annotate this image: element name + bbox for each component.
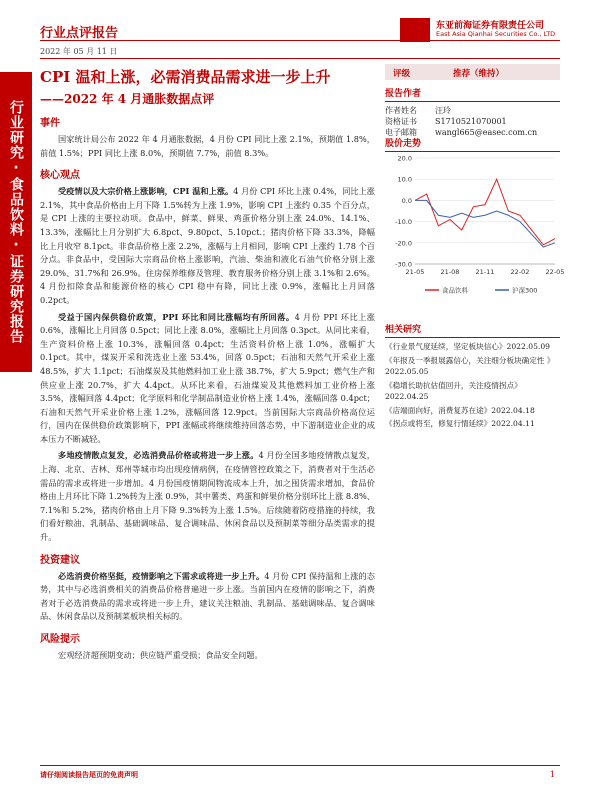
analyst-block [385,86,560,138]
y-tick-label: -10.0 [395,218,412,227]
event-text: 国家统计局公布 2022 年 4 月通胀数据，4 月份 CPI 同比上涨 2.1%，预期值 1.8%，前值 1.5%；PPI 同比上涨 8.0%，预期值 7.7%，前值 8.3%。 [40,134,375,158]
related-item[interactable]: 《行业景气度延续，坚定板块信心》2022.05.09 [385,342,550,351]
analyst-cert-row [385,116,560,127]
related-item[interactable]: 《拐点或将至，修复行情延续》2022.04.11 [385,419,535,428]
chart-heading-block [385,136,560,152]
rating-label: 评级 [393,69,411,79]
core-p1-body: 4 月份 CPI 环比上涨 0.4%，同比上涨 2.1%，其中食品价格由上月下降 1.5%转为上涨 1.9%，影响 CPI 上涨约 0.35 个百分点，是 CPI 上涨的主要拉动项。食品中，鲜菜、鲜果、鸡蛋价格分别上涨 24.0%、14.1%、13.3%，涨幅比上月分别扩大 6.8pct、9.80pct、5.10pct.；猪肉价格下降 33.3%，降幅比上月收窄 8.1pct。非食品价格上涨 2.2%，涨幅与上月相同，影响 CPI 上涨约 1.78 个百分点。非食品中，受国际大宗商品价格上涨影响，汽油、柴油和液化石油气价格分别上涨 29.0%、31.7%和 26.9%。住房保养维修及管理、教育服务价格分别上涨 3.1%和 2.6%。4 月份扣除食品和能源价格的核心 CPI 稳中有降，同比上涨 0.9%，涨幅比上月回落 0.2pct。 [40,186,375,305]
series-line-index [415,200,555,247]
y-tick-label: -30.0 [395,260,412,269]
x-tick-label: 21-11 [475,268,495,276]
core-p1-lead: 受疫情以及大宗价格上涨影响，CPI 温和上涨。 [58,186,234,197]
company-name-cn: 东亚前海证券有限责任公司 [436,21,545,31]
x-tick-label: 22-02 [510,268,530,276]
info-key: 资格证书 [385,117,417,126]
footer-disclaimer: 请仔细阅读报告尾页的免责声明 [40,770,138,779]
info-key: 作者姓名 [385,106,417,115]
core-p2-lead: 受益于国内保供稳价政策，PPI 环比和同比涨幅均有所回落。 [58,311,295,322]
report-type: 行业点评报告 [40,26,119,41]
rating-bar [385,64,560,80]
x-tick-label: 22-05 [545,268,565,276]
chart-svg [385,152,565,302]
header-divider-2 [40,58,560,59]
main-column [40,114,375,663]
advice-paragraph [40,570,375,624]
core-p3-body: 4 月份全国多地疫情散点复发，上海、北京、吉林、郑州等城市均出现疫情病例，在疫情管控政策之下，消费者对于生活必需品的需求或将进一步增加。4 月份国疫情期间物流成本上升，加之囤货需求增加，食品价格由上月环比下降 1.2%转为上涨 0.9%，其中薯类、鸡蛋和鲜果价格分别环比上涨 8.8%、7.1%和 5.2%，猪肉价格由上月下降 9.3%转为上涨 1.5%。后续随着防疫措施的持续，我们看好粮油、乳制品、基础调味品、复合调味品、休闲食品以及预制菜等细分品类需求的提升。 [40,450,375,543]
related-heading: 相关研究 [385,322,560,338]
analyst-rows [385,105,560,138]
footer-divider [40,765,560,766]
advice-lead: 必选消费价格坚挺，疫情影响之下需求或将进一步上升。 [58,570,265,581]
risk-heading: 风险提示 [40,634,80,645]
header-divider [40,40,560,41]
advice-heading: 投资建议 [40,554,80,566]
related-block [385,322,560,432]
advice-body: 4 月份 CPI 保持温和上涨的态势，其中与必选消费相关的消费品价格普遍进一步上涨。当前国内在疫情的影响之下，消费者对于必选消费品的需求或将进一步上升，建议关注粮油、乳制品、基础调味品、复合调味品、休闲食品以及预制菜板块相关标的。 [40,570,375,622]
related-item[interactable]: 《店端面向好，消费复苏在途》2022.04.18 [385,405,535,415]
core-p3-lead: 多地疫情散点复发，必选消费品价格或将进一步上涨。 [58,450,259,461]
stock-price-chart [385,152,565,302]
info-value: 汪玲 [435,106,451,115]
page-number: 1 [550,770,556,779]
core-heading: 核心观点 [40,170,80,182]
analyst-name-row [385,105,560,116]
chart-heading: 股价走势 [385,136,560,152]
core-paragraph-3 [40,449,375,544]
y-tick-label: 0.0 [401,196,412,205]
related-item[interactable]: 《稳增长助抗估值回升，关注疫情拐点》2022.04.25 [385,380,522,401]
related-item[interactable]: 《年报及一季报展露信心，关注细分板块确定性 》2022.05.05 [385,355,555,376]
y-tick-label: 20.0 [397,154,412,163]
analyst-heading: 报告作者 [385,86,560,102]
y-tick-label: -20.0 [395,239,412,248]
legend-label: 沪深300 [512,286,538,295]
x-tick-label: 21-08 [440,268,460,276]
info-key: 电子邮箱 [385,128,417,137]
event-heading: 事件 [40,118,60,129]
company-name-en: East Asia Qianhai Securities Co., LTD [436,30,556,38]
risk-text: 宏观经济超预期变动；供应链严重受损；食品安全问题。 [58,650,263,660]
core-paragraph-1 [40,185,375,307]
x-tick-label: 21-05 [405,268,425,276]
y-tick-label: 10.0 [397,175,412,184]
report-subtitle: ——2022 年 4 月通胀数据点评 [40,92,215,106]
info-value[interactable]: wangl665@easec.com.cn [435,128,538,137]
info-value: S1710521070001 [435,117,507,126]
related-list [385,341,560,430]
legend-label: 食品饮料 [442,286,468,295]
report-title: CPI 温和上涨，必需消费品需求进一步上升 [40,68,331,86]
company-logo-icon [400,18,430,42]
sidebar-category: 行业研究·食品饮料·证券研究报告 [0,72,32,372]
rating-value: 推荐（维持） [452,69,504,79]
core-paragraph-2 [40,311,375,447]
core-p2-body: 4 月份 PPI 环比上涨 0.6%，涨幅比上月回落 0.5pct；同比上涨 8.0%，涨幅比上月回落 0.3pct。从同比来看，生产资料价格上涨 10.3%，涨幅回落 0.4pct；生活资料价格上涨 1.0%，涨幅扩大 0.1pct。其中，煤炭开采和洗选业上涨 53.4%，回落 0.5pct；石油和天然气开采业上涨 48.5%，扩大 1.1pct；石油煤炭及其他燃料加工业上涨 38.7%，扩大 5.9pct；燃气生产和供应业上涨 20.7%，扩大 4.4pct。从环比来看，石油煤炭及其他燃料加工业价格上涨 3.5%，涨幅回落 4.4pct；化学原料和化学制品制造业价格上涨 1.4%，涨幅回落 0.4pct；石油和天然气开采业价格上涨 1.2%，涨幅回落 12.9pct。当前国际大宗商品价格高位运行，国内在保供稳价政策影响下，PPI 涨幅或将继续维持回落态势，中下游制造业企业的成本压力不断减轻。 [40,311,375,444]
report-date: 2022 年 05 月 11 日 [40,47,118,56]
